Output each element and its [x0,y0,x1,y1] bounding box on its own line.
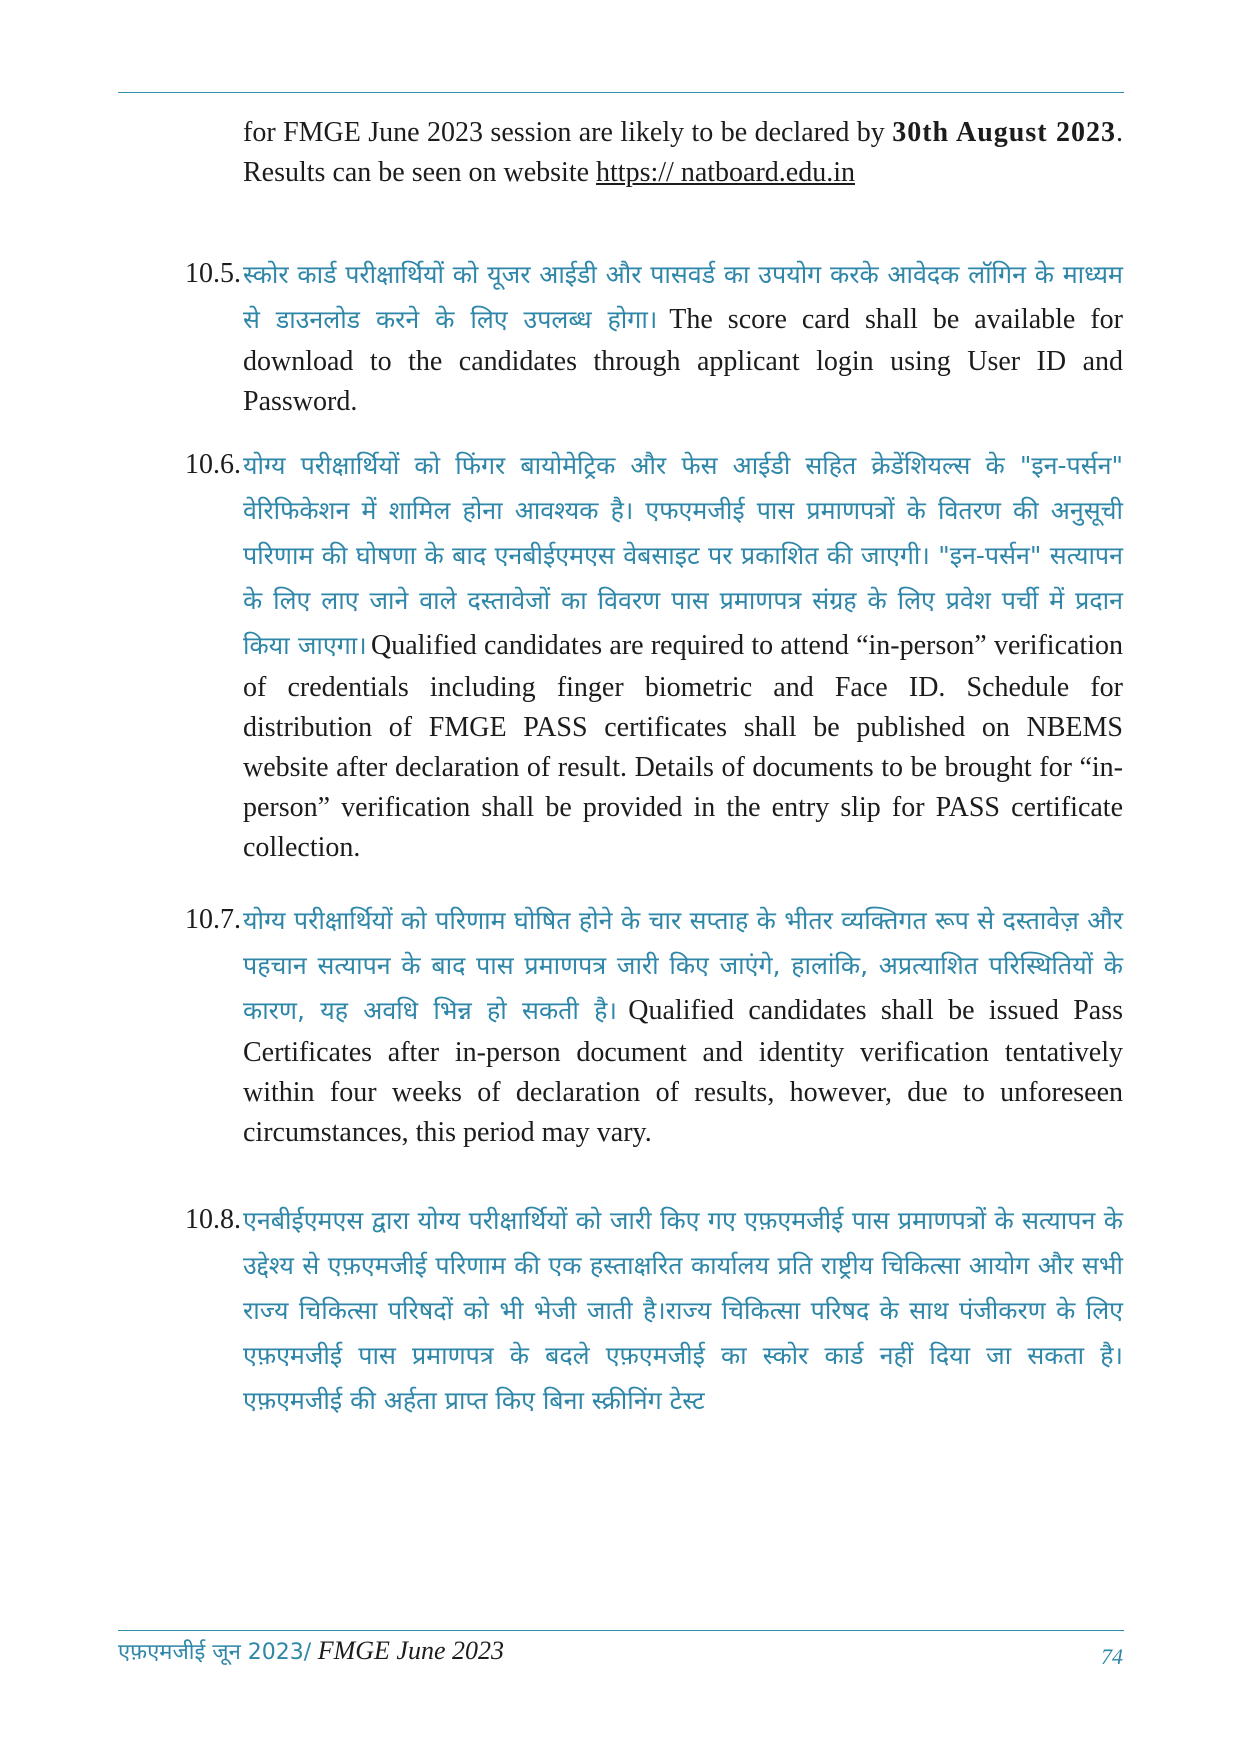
page-number: 74 [1101,1644,1123,1669]
section-number: 10.6. [185,449,241,480]
section-hindi-text: योग्य परीक्षार्थियों को परिणाम घोषित होने के चार सप्ताह के भीतर व्यक्तिगत रूप से दस्तावेज़ और पहचान सत्यापन के बाद पास प्रमाणपत्र जारी किए जाएंगे, हालांकि, अप्रत्याशित परिस्थितियों के कारण, यह अवधि भिन्न हो सकती है। [243,906,1123,1025]
continuation-text: for FMGE June 2023 session are likely to be declared by [243,117,893,148]
section-10-7 [185,898,1123,1153]
footer-english-title: FMGE June 2023 [311,1636,504,1665]
footer-title [118,1636,504,1666]
website-link[interactable]: https:// natboard.edu.in [596,157,855,188]
section-10-8 [185,1198,1123,1423]
footer-hindi-title: एफ़एमजीई जून 2023/ [118,1640,312,1665]
footer-rule [118,1630,1124,1631]
header-rule [118,92,1124,93]
section-hindi-text: एनबीईएमएस द्वारा योग्य परीक्षार्थियों को जारी किए गए एफ़एमजीई पास प्रमाणपत्रों के सत्यापन के उद्देश्य से एफ़एमजीई परिणाम की एक हस्ताक्षरित कार्यालय प्रति राष्ट्रीय चिकित्सा आयोग और सभी राज्य चिकित्सा परिषदों को भी भेजी जाती है।राज्य चिकित्सा परिषद के साथ पंजीकरण के लिए एफ़एमजीई पास प्रमाणपत्र के बदले एफ़एमजीई का स्कोर कार्ड नहीं दिया जा सकता है। एफ़एमजीई की अर्हता प्राप्त किए बिना स्क्रीनिंग टेस्ट [243,1206,1123,1415]
result-date: 30th August 2023 [892,117,1116,148]
section-number: 10.7. [185,904,241,935]
section-number: 10.8. [185,1204,241,1235]
section-english-text: Qualified candidates shall be issued Pass Certificates after in-person document and identity verification tentatively within four weeks of declaration of results, however, due to unforeseen circumstances, this period may vary. [243,995,1123,1148]
section-10-6 [185,443,1123,868]
section-english-text: Qualified candidates are required to attend “in-person” verification of credentials including finger biometric and Face ID. Schedule for distribution of FMGE PASS certificates shall be published on NBEMS website after declaration of result. Details of documents to be brought for “in-person” verification shall be provided in the entry slip for PASS certificate collection. [243,630,1124,863]
section-english-text: The score card shall be available for download to the candidates through applicant login using User ID and Password. [243,304,1123,417]
section-10-5 [185,252,1123,422]
section-number: 10.5. [185,258,241,289]
section-hindi-text: योग्य परीक्षार्थियों को फिंगर बायोमेट्रिक और फेस आईडी सहित क्रेडेंशियल्स के "इन-पर्सन" वेरिफिकेशन में शामिल होना आवश्यक है। एफएमजीई पास प्रमाणपत्रों के वितरण की अनुसूची परिणाम की घोषणा के बाद एनबीईएमएस वेबसाइट पर प्रकाशित की जाएगी। "इन-पर्सन" सत्यापन के लिए लाए जाने वाले दस्तावेजों का विवरण पास प्रमाणपत्र संग्रह के लिए प्रवेश पर्ची में प्रदान किया जाएगा। [243,451,1123,660]
section-hindi-text: स्कोर कार्ड परीक्षार्थियों को यूजर आईडी और पासवर्ड का उपयोग करके आवेदक लॉगिन के माध्यम से डाउनलोड करने के लिए उपलब्ध होगा। [243,260,1123,334]
continuation-text-after: . Results can be seen on website [243,117,1123,188]
continuation-paragraph [243,113,1123,193]
